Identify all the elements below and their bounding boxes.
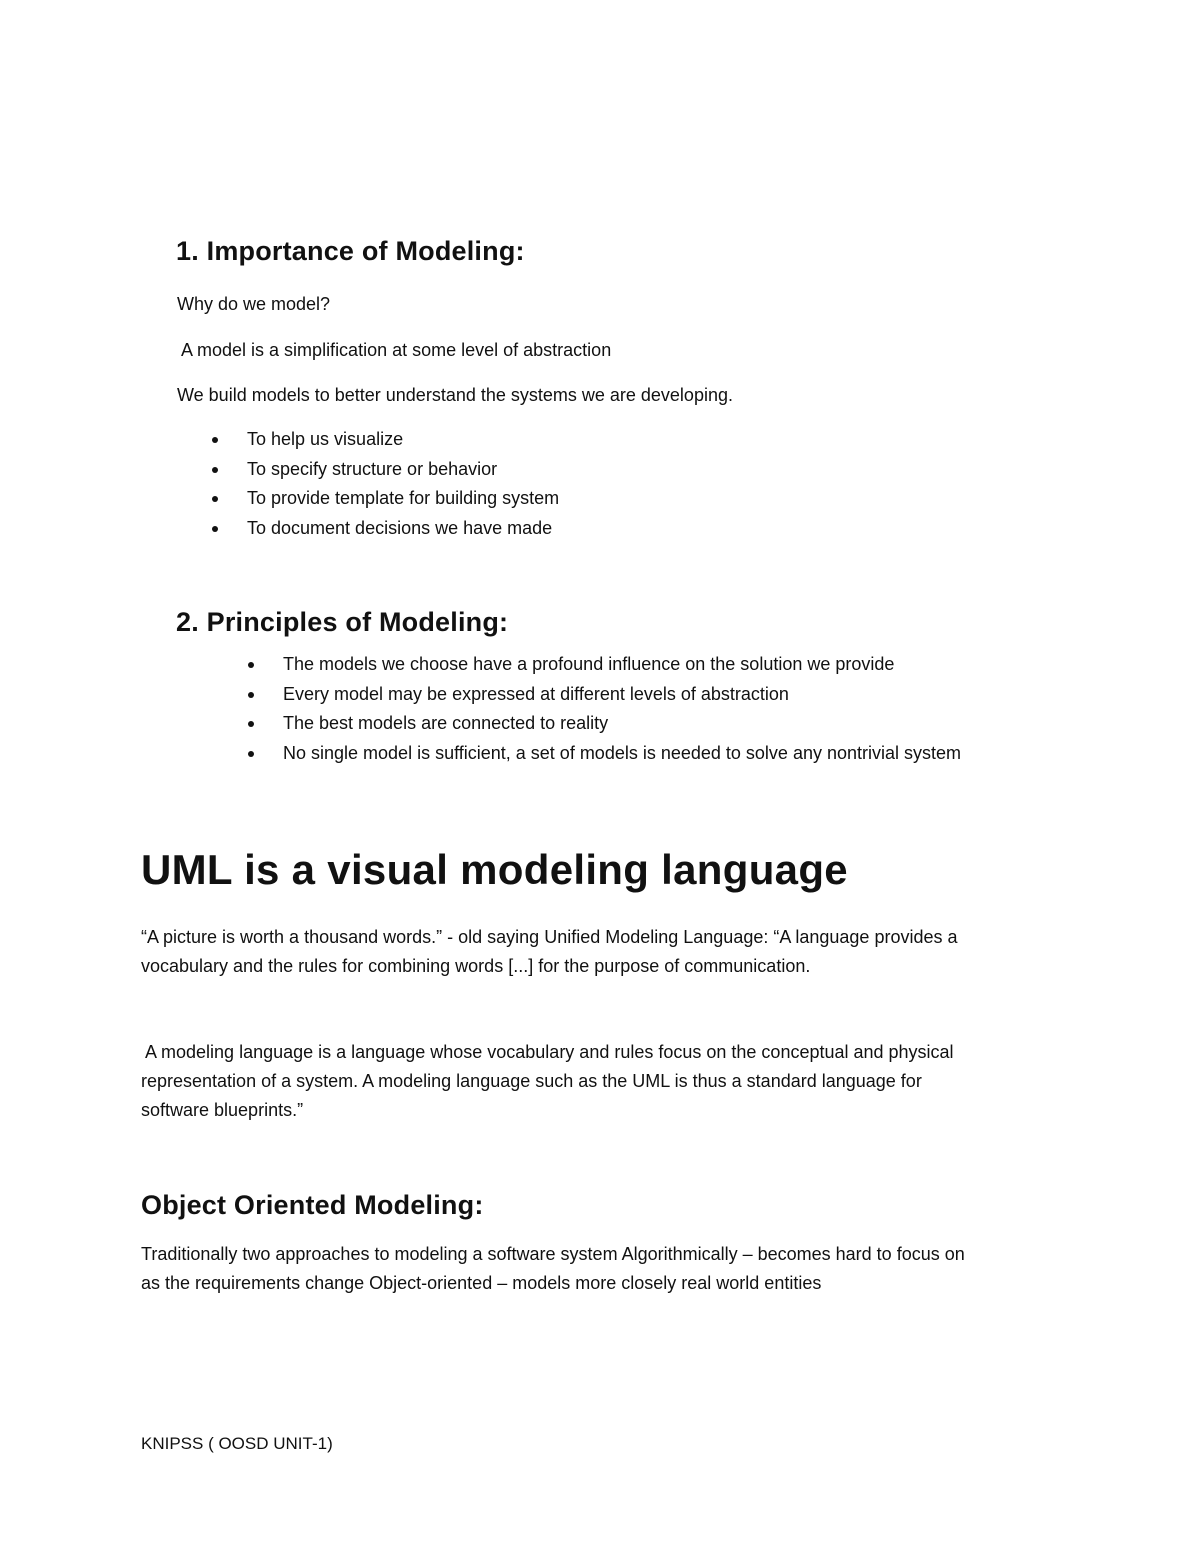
section2-bullet-list (0, 650, 1200, 768)
list-item: Every model may be expressed at different levels of abstraction (0, 680, 1200, 710)
bullet-icon (248, 692, 254, 698)
list-item: To document decisions we have made (0, 514, 1200, 544)
bullet-icon (212, 437, 218, 443)
section1-question: Why do we model? (177, 294, 331, 314)
uml-para-line1: A modeling language is a language whose vocabulary and rules focus on the conceptual and physical (141, 1042, 954, 1062)
uml-para-line3: software blueprints.” (141, 1100, 304, 1120)
bullet-icon (212, 526, 218, 532)
uml-quote-line2: vocabulary and the rules for combining words [...] for the purpose of communication. (141, 956, 811, 976)
uml-para-line2: representation of a system. A modeling language such as the UML is thus a standard language for (141, 1071, 922, 1091)
section1-definition: A model is a simplification at some level of abstraction (177, 340, 612, 360)
list-item: The best models are connected to reality (0, 709, 1200, 739)
section1-bullet-list (0, 425, 1200, 543)
uml-quote-line1: “A picture is worth a thousand words.” - old saying Unified Modeling Language: “A language provides a (141, 927, 958, 947)
oom-line2: as the requirements change Object-oriented – models more closely real world entities (141, 1273, 822, 1293)
uml-heading: UML is a visual modeling language (141, 846, 848, 893)
list-item: The models we choose have a profound influence on the solution we provide (0, 650, 1200, 680)
list-item: No single model is sufficient, a set of models is needed to solve any nontrivial system (0, 739, 1200, 769)
section2-heading: 2. Principles of Modeling: (176, 607, 509, 637)
bullet-icon (212, 496, 218, 502)
oom-line1: Traditionally two approaches to modeling a software system Algorithmically – becomes hard to focus on (141, 1244, 965, 1264)
bullet-icon (248, 751, 254, 757)
bullet-icon (248, 662, 254, 668)
bullet-icon (248, 721, 254, 727)
list-item: To help us visualize (0, 425, 1200, 455)
section1-heading: 1. Importance of Modeling: (176, 236, 525, 266)
list-item: To specify structure or behavior (0, 455, 1200, 485)
list-item: To provide template for building system (0, 484, 1200, 514)
page-footer: KNIPSS ( OOSD UNIT-1) (141, 1434, 333, 1453)
section1-purpose: We build models to better understand the systems we are developing. (177, 385, 733, 405)
bullet-icon (212, 467, 218, 473)
oom-heading: Object Oriented Modeling: (141, 1190, 484, 1220)
